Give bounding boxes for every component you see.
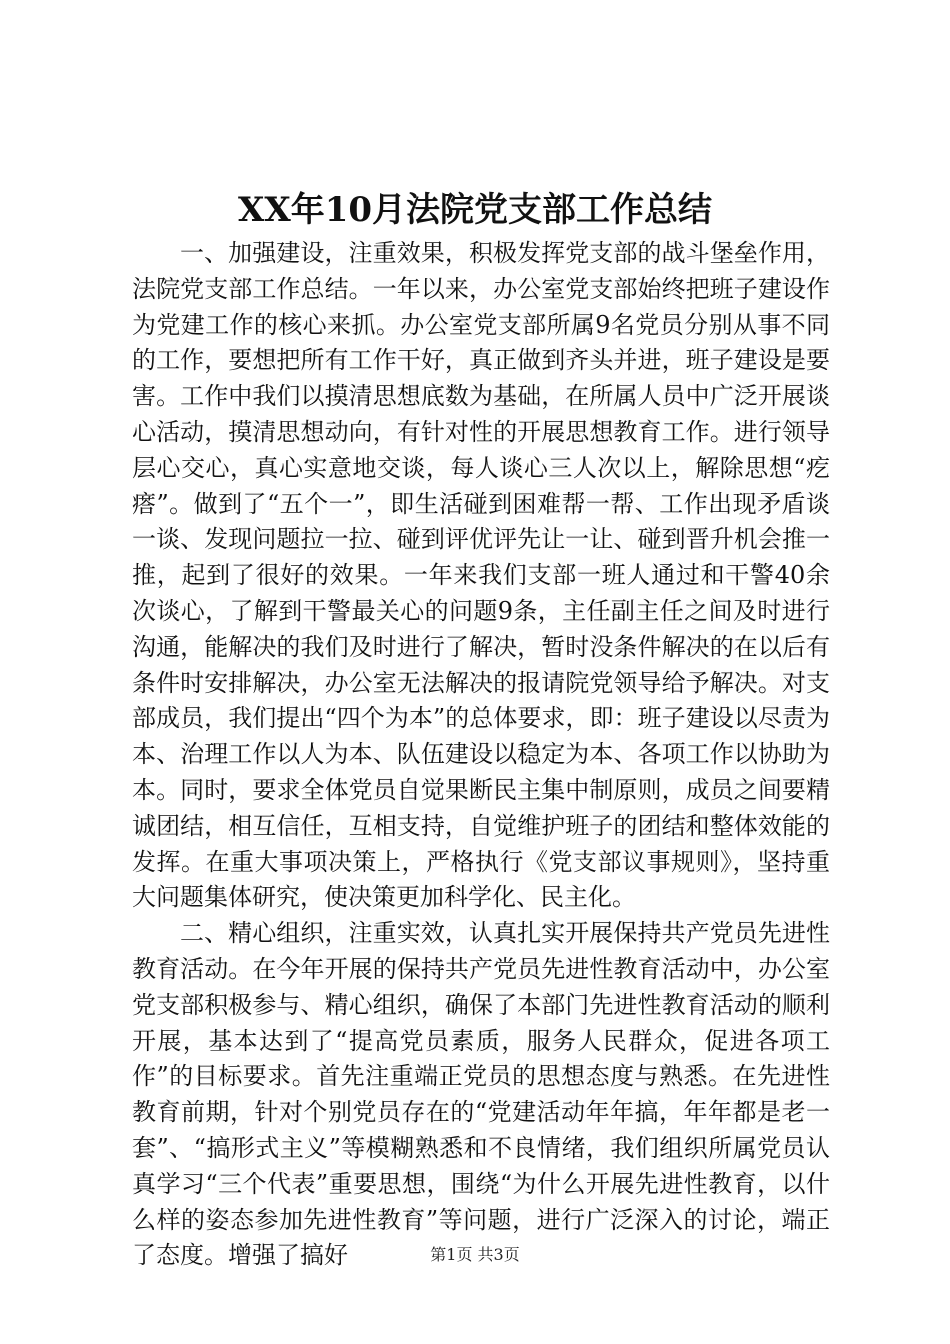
document-body xyxy=(132,236,830,1274)
page-footer: 第1页 共3页 xyxy=(430,1245,520,1264)
document-title: XX年10月法院党支部工作总结 xyxy=(237,190,713,230)
paragraph-1: 一、加强建设，注重效果，积极发挥党支部的战斗堡垒作用，法院党支部工作总结。一年以来，办公室党支部始终把班子建设作为党建工作的核心来抓。办公室党支部所属9名党员分别从事不同的工作，要想把所有工作干好，真正做到齐头并进，班子建设是要害。工作中我们以摸清思想底数为基础，在所属人员中广泛开展谈心活动，摸清思想动向，有针对性的开展思想教育工作。进行领导层心交心，真心实意地交谈，每人谈心三人次以上，解除思想“疙瘩”。做到了“五个一”，即生活碰到困难帮一帮、工作出现矛盾谈一谈、发现问题拉一拉、碰到评优评先让一让、碰到晋升机会推一推，起到了很好的效果。一年来我们支部一班人通过和干警40余次谈心，了解到干警最关心的问题9条，主任副主任之间及时进行沟通，能解决的我们及时进行了解决，暂时没条件解决的在以后有条件时安排解决，办公室无法解决的报请院党领导给予解决。对支部成员，我们提出“四个为本”的总体要求，即：班子建设以尽责为本、治理工作以人为本、队伍建设以稳定为本、各项工作以协助为本。同时，要求全体党员自觉果断民主集中制原则，成员之间要精诚团结，相互信任，互相支持，自觉维护班子的团结和整体效能的发挥。在重大事项决策上，严格执行《党支部议事规则》，坚持重大问题集体研究，使决策更加科学化、民主化。 xyxy=(132,239,830,912)
paragraph-2: 二、精心组织，注重实效，认真扎实开展保持共产党员先进性教育活动。在今年开展的保持共产党员先进性教育活动中，办公室党支部积极参与、精心组织，确保了本部门先进性教育活动的顺利开展，基本达到了“提高党员素质，服务人民群众，促进各项工作”的目标要求。首先注重端正党员的思想态度与熟悉。在先进性教育前期，针对个别党员存在的“党建活动年年搞，年年都是老一套”、“搞形式主义”等模糊熟悉和不良情绪，我们组织所属党员认真学习“三个代表”重要思想，围绕“为什么开展先进性教育，以什么样的姿态参加先进性教育”等问题，进行广泛深入的讨论，端正了态度。增强了搞好 xyxy=(132,919,830,1270)
